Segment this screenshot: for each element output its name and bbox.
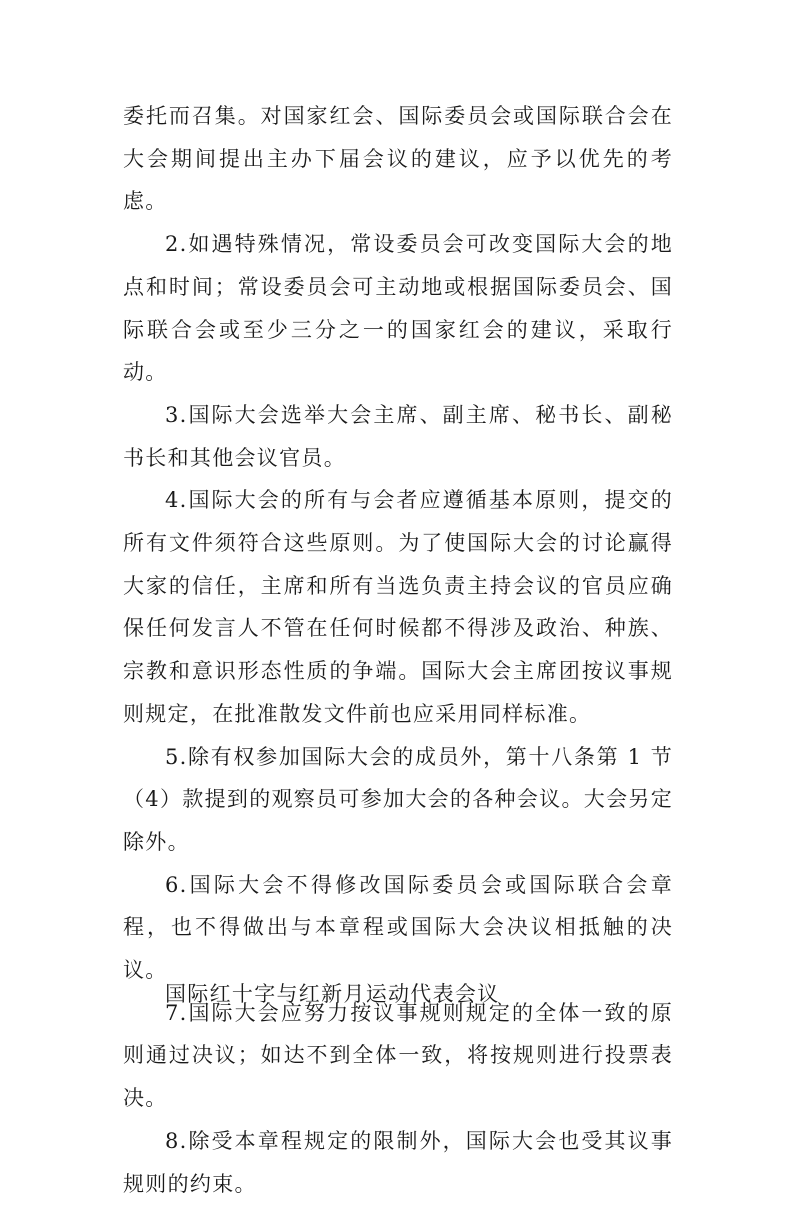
- paragraph-item-2: 2.如遇特殊情况，常设委员会可改变国际大会的地点和时间；常设委员会可主动地或根据国际委员会、国际联合会或至少三分之一的国家红会的建议，采取行动。: [123, 232, 673, 385]
- paragraph-item-8: 8.除受本章程规定的限制外，国际大会也受其议事规则的约束。: [123, 1128, 673, 1196]
- section-heading: 国际红十字与红新月运动代表会议: [165, 982, 500, 1006]
- paragraph-continuation: 委托而召集。对国家红会、国际委员会或国际联合会在大会期间提出主办下届会议的建议，应予以优先的考虑。: [123, 104, 673, 214]
- paragraph-item-7: 7.国际大会应努力按议事规则规定的全体一致的原则通过决议；如达不到全体一致，将按规则进行投票表决。: [123, 1000, 673, 1111]
- paragraph-item-5: 5.除有权参加国际大会的成员外，第十八条第 1 节（4）款提到的观察员可参加大会的各种会议。大会另定除外。: [123, 744, 673, 854]
- paragraph-item-4: 4.国际大会的所有与会者应遵循基本原则，提交的所有文件须符合这些原则。为了使国际大会的讨论赢得大家的信任，主席和所有当选负责主持会议的官员应确保任何发言人不管在任何时候都不得涉及政治、种族、宗教和意识形态性质的争端。国际大会主席团按议事规则规定，在批准散发文件前也应采用同样标准。: [123, 488, 673, 726]
- paragraph-item-6: 6.国际大会不得修改国际委员会或国际联合会章程，也不得做出与本章程或国际大会决议相抵触的决议。: [123, 872, 673, 983]
- paragraph-item-3: 3.国际大会选举大会主席、副主席、秘书长、副秘书长和其他会议官员。: [123, 402, 673, 470]
- body-text: [123, 95, 673, 1205]
